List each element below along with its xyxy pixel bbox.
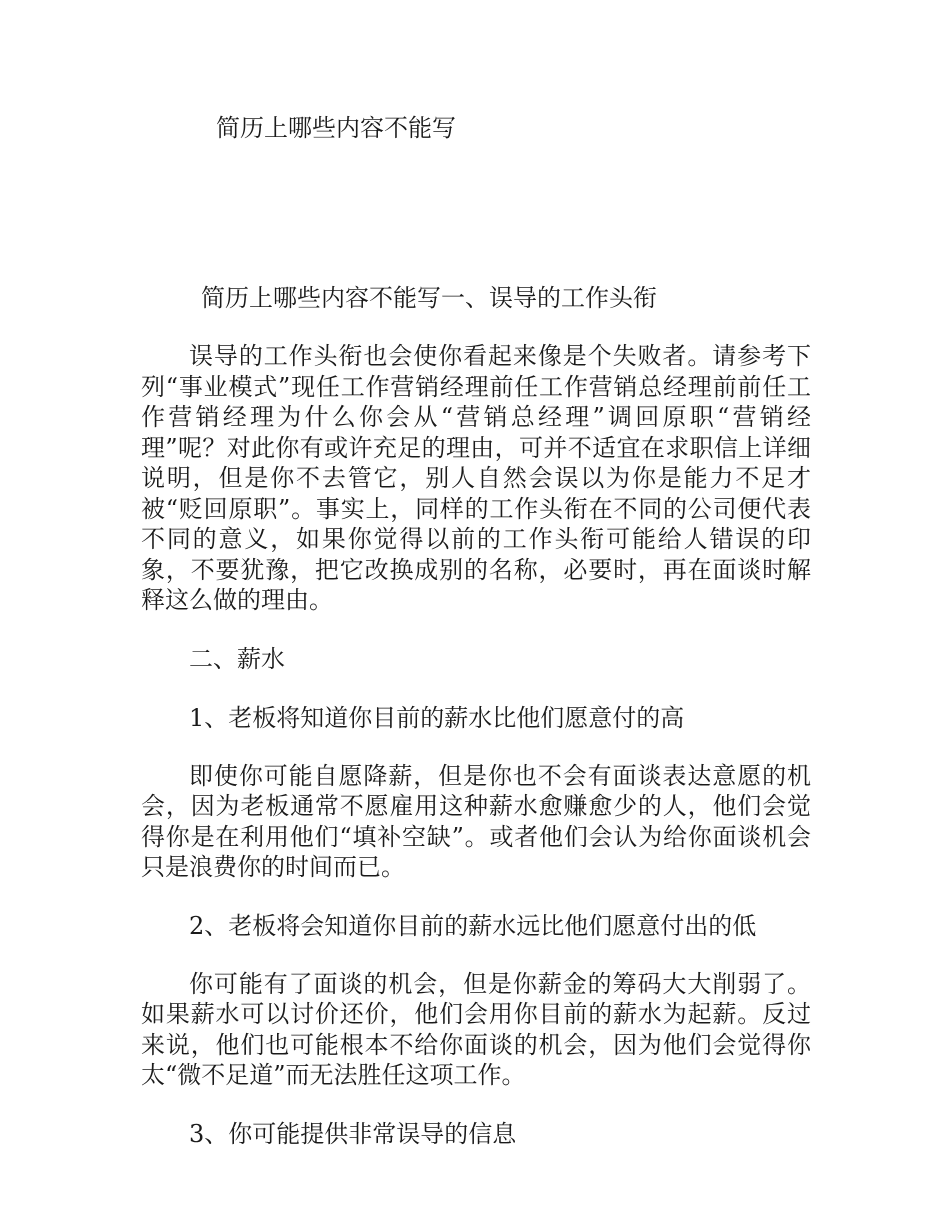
subsection-heading-1: 1、老板将知道你目前的薪水比他们愿意付的高 [189, 703, 685, 732]
subsection-heading-2: 2、老板将会知道你目前的薪水远比他们愿意付出的低 [189, 911, 757, 940]
section-paragraph-misleading-title: 误导的工作头衔也会使你看起来像是个失败者。请参考下列“事业模式”现任工作营销经理前任工作营销总经理前前任工作营销经理为什么你会从“营销总经理”调回原职“营销经理”呢？对此你有或许充足的理由，可并不适宜在求职信上详细说明，但是你不去管它，别人自然会误以为你是能力不足才被“贬回原职”。事实上，同样的工作头衔在不同的公司便代表不同的意义，如果你觉得以前的工作头衔可能给人错误的印象，不要犹豫，把它改换成别的名称，必要时，再在面谈时解释这么做的理由。 [141, 342, 811, 614]
document-body [141, 282, 811, 1150]
document-title: 简历上哪些内容不能写 [216, 114, 456, 142]
subsection-paragraph-1: 即使你可能自愿降薪，但是你也不会有面谈表达意愿的机会，因为老板通常不愿雇用这种薪水愈赚愈少的人，他们会觉得你是在利用他们“填补空缺”。或者他们会认为给你面谈机会只是浪费你的时间而已。 [141, 761, 811, 881]
section-heading-misleading-title: 简历上哪些内容不能写一、误导的工作头衔 [201, 284, 657, 312]
section-heading-salary: 二、薪水 [189, 644, 285, 673]
subsection-paragraph-2: 你可能有了面谈的机会，但是你薪金的筹码大大削弱了。如果薪水可以讨价还价，他们会用你目前的薪水为起薪。反过来说，他们也可能根本不给你面谈的机会，因为他们会觉得你太“微不足道”而无法胜任这项工作。 [141, 969, 811, 1089]
subsection-heading-3: 3、你可能提供非常误导的信息 [189, 1119, 517, 1148]
